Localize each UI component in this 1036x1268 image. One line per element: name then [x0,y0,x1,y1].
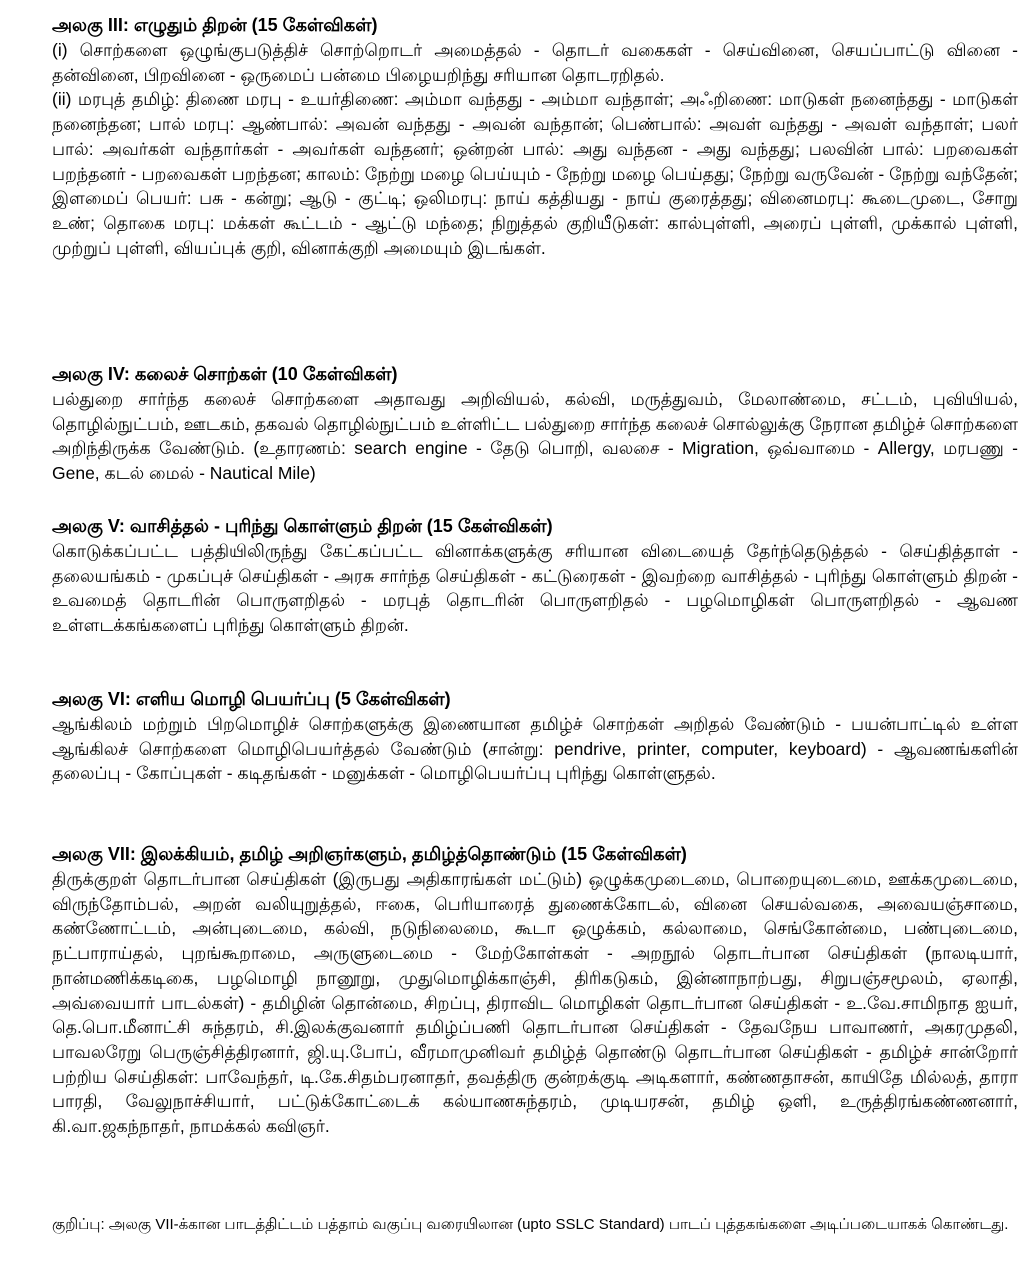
section-unit-6 [52,687,1018,786]
section-unit-5 [52,514,1018,638]
section-heading: அலகு VI: எளிய மொழி பெயர்ப்பு (5 கேள்விகள்) [52,689,451,709]
section-heading: அலகு III: எழுதும் திறன் (15 கேள்விகள்) [52,15,378,35]
section-heading: அலகு V: வாசித்தல் - புரிந்து கொள்ளும் திறன் (15 கேள்விகள்) [52,516,553,536]
section-heading: அலகு IV: கலைச் சொற்கள் (10 கேள்விகள்) [52,364,398,384]
section-paragraph: திருக்குறள் தொடர்பான செய்திகள் (இருபது அதிகாரங்கள் மட்டும்) ஒழுக்கமுடைமை, பொறையுடைமை, ஊக்கமுடைமை, விருந்தோம்பல், அறன் வலியுறுத்தல், ஈகை, பெரியாரைத் துணைக்கோடல், வினை செயல்வகை, அவையஞ்சாமை, கண்ணோட்டம், அன்புடைமை, கல்வி, நடுநிலைமை, கூடா ஒழுக்கம், கல்லாமை, செங்கோன்மை, பண்புடைமை, நட்பாராய்தல், புறங்கூறாமை, அருளுடைமை - மேற்கோள்கள் - அறநூல் தொடர்பான செய்திகள் (நாலடியார், நான்மணிக்கடிகை, பழமொழி நானூறு, முதுமொழிக்காஞ்சி, திரிகடுகம், இன்னாநாற்பது, சிறுபஞ்சமூலம், ஏலாதி, அவ்வையார் பாடல்கள்) - தமிழின் தொன்மை, சிறப்பு, திராவிட மொழிகள் தொடர்பான செய்திகள் - உ.வே.சாமிநாத ஐயர், தெ.பொ.மீனாட்சி சுந்தரம், சி.இலக்குவனார் தமிழ்ப்பணி தொடர்பான செய்திகள் - தேவநேய பாவாணர், அகரமுதலி, பாவலரேறு பெருஞ்சித்திரனார், ஜி.யு.போப், வீரமாமுனிவர் தமிழ்த் தொண்டு தொடர்பான செய்திகள் - தமிழ்ச் சான்றோர் பற்றிய செய்திகள்: பாவேந்தர், டி.கே.சிதம்பரனாதர், தவத்திரு குன்றக்குடி அடிகளார், கண்ணதாசன், காயிதே மில்லத், தாரா பாரதி, வேலுநாச்சியார், பட்டுக்கோட்டைக் கல்யாணசுந்தரம், முடியரசன், தமிழ் ஒளி, உருத்திரங்கண்ணனார், கி.வா.ஜகந்நாதர், நாமக்கல் கவிஞர். [52,869,1018,1137]
section-unit-4 [52,362,1018,486]
section-paragraph: பல்துறை சார்ந்த கலைச் சொற்களை அதாவது அறிவியல், கல்வி, மருத்துவம், மேலாண்மை, சட்டம், புவியியல், தொழில்நுட்பம், ஊடகம், தகவல் தொழில்நுட்பம் உள்ளிட்ட பல்துறை சார்ந்த கலைச் சொல்லுக்கு நேரான தமிழ்ச் சொற்களை அறிந்திருக்க வேண்டும். (உதாரணம்: search engine - தேடு பொறி, வலசை - Migration, ஒவ்வாமை - Allergy, மரபணு - Gene, கடல் மைல் - Nautical Mile) [52,389,1018,484]
section-unit-3 [52,13,1018,260]
section-paragraph: ஆங்கிலம் மற்றும் பிறமொழிச் சொற்களுக்கு இணையான தமிழ்ச் சொற்கள் அறிதல் வேண்டும் - பயன்பாட்டில் உள்ள ஆங்கிலச் சொற்களை மொழிபெயர்த்தல் வேண்டும் (சான்று: pendrive, printer, computer, keyboard) - ஆவணங்களின் தலைப்பு - கோப்புகள் - கடிதங்கள் - மனுக்கள் - மொழிபெயர்ப்பு புரிந்து கொள்ளுதல். [52,714,1018,784]
footnote: குறிப்பு: அலகு VII-க்கான பாடத்திட்டம் பத்தாம் வகுப்பு வரையிலான (upto SSLC Standard) பாடப் புத்தகங்களை அடிப்படையாகக் கொண்டது. [52,1216,1009,1233]
section-paragraph: (i) சொற்களை ஒழுங்குபடுத்திச் சொற்றொடர் அமைத்தல் - தொடர் வகைகள் - செய்வினை, செயப்பாட்டு வினை - தன்வினை, பிறவினை - ஒருமைப் பன்மை பிழையறிந்து சரியான தொடரறிதல். [52,40,1018,85]
section-heading: அலகு VII: இலக்கியம், தமிழ் அறிஞர்களும், தமிழ்த்தொண்டும் (15 கேள்விகள்) [52,844,687,864]
section-unit-7 [52,842,1018,1139]
section-paragraph: (ii) மரபுத் தமிழ்: திணை மரபு - உயர்திணை: அம்மா வந்தது - அம்மா வந்தாள்; அஃறிணை: மாடுகள் நனைந்தது - மாடுகள் நனைந்தன; பால் மரபு: ஆண்பால்: அவன் வந்தது - அவன் வந்தான்; பெண்பால்: அவள் வந்தது - அவள் வந்தாள்; பலர் பால்: அவர்கள் வந்தார்கள் - அவர்கள் வந்தனர்; ஒன்றன் பால்: அது வந்தன - அது வந்தது; பலவின் பால்: பறவைகள் பறந்தனர் - பறவைகள் பறந்தன; காலம்: நேற்று மழை பெய்யும் - நேற்று மழை பெய்தது; நேற்று வருவேன் - நேற்று வந்தேன்; இளமைப் பெயர்: பசு - கன்று; ஆடு - குட்டி; ஒலிமரபு: நாய் கத்தியது - நாய் குரைத்தது; வினைமரபு: கூடைமுடை, சோறு உண்; தொகை மரபு: மக்கள் கூட்டம் - ஆட்டு மந்தை; நிறுத்தல் குறியீடுகள்: கால்புள்ளி, அரைப் புள்ளி, முக்கால் புள்ளி, முற்றுப் புள்ளி, வியப்புக் குறி, வினாக்குறி அமையும் இடங்கள். [52,89,1018,258]
section-paragraph: கொடுக்கப்பட்ட பத்தியிலிருந்து கேட்கப்பட்ட வினாக்களுக்கு சரியான விடையைத் தேர்ந்தெடுத்தல் - செய்தித்தாள் - தலையங்கம் - முகப்புச் செய்திகள் - அரசு சார்ந்த செய்திகள் - கட்டுரைகள் - இவற்றை வாசித்தல் - புரிந்து கொள்ளும் திறன் - உவமைத் தொடரின் பொருளறிதல் - மரபுத் தொடரின் பொருளறிதல் - பழமொழிகள் பொருளறிதல் - ஆவண உள்ளடக்கங்களைப் புரிந்து கொள்ளும் திறன். [52,541,1018,636]
